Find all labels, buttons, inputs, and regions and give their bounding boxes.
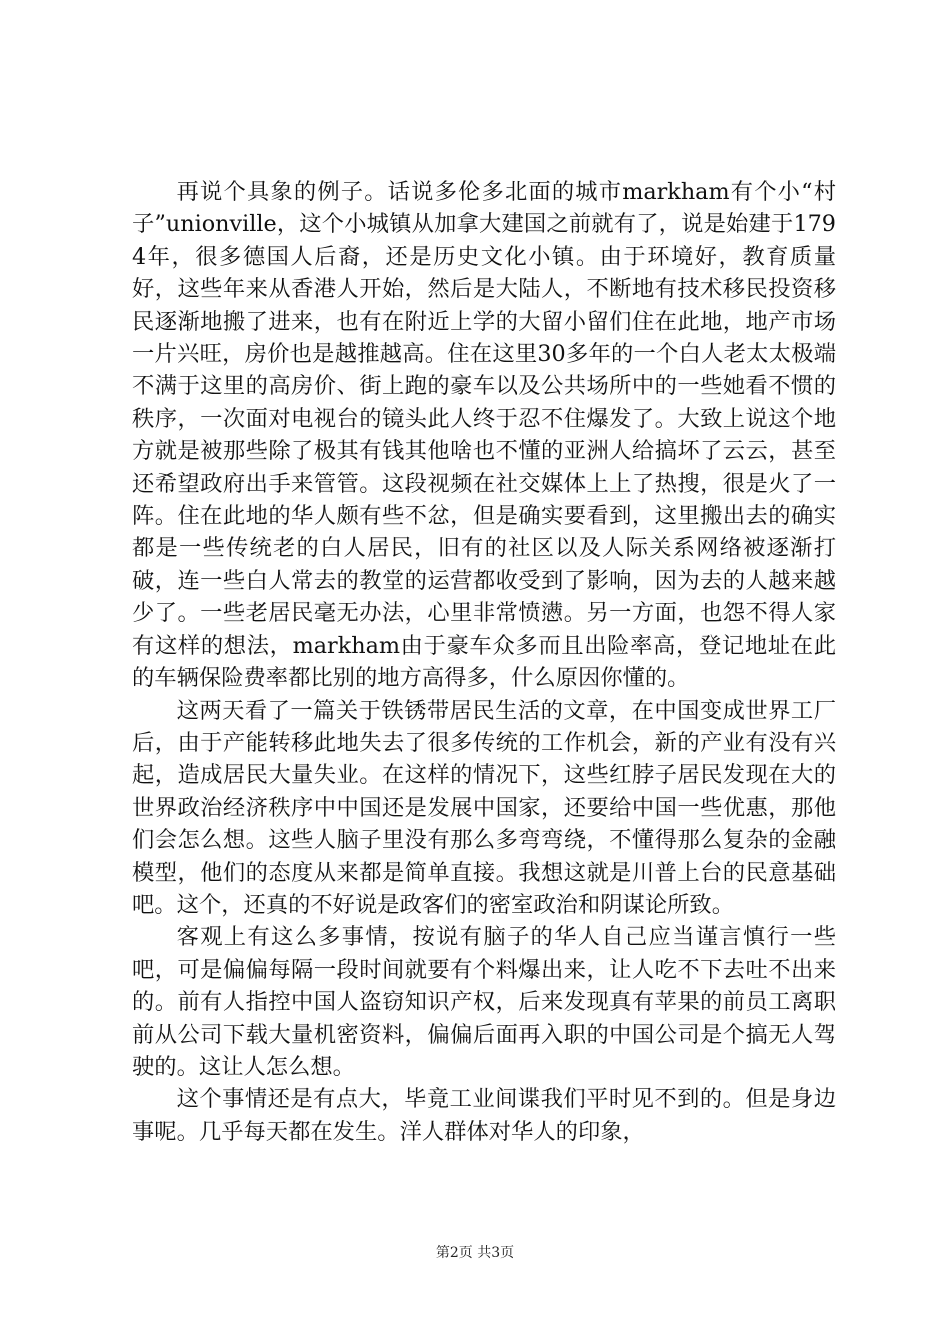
paragraph-4: 这个事情还是有点大，毕竟工业间谍我们平时见不到的。但是身边事呢。几乎每天都在发生。洋人群体对华人的印象， <box>132 1086 836 1145</box>
paragraph-3: 客观上有这么多事情，按说有脑子的华人自己应当谨言慎行一些吧，可是偏偏每隔一段时间就要有个料爆出来，让人吃不下去吐不出来的。前有人指控中国人盗窃知识产权，后来发现真有苹果的前员工离职前从公司下载大量机密资料，偏偏后面再入职的中国公司是个搞无人驾驶的。这让人怎么想。 <box>132 924 836 1080</box>
page-footer <box>0 1243 950 1263</box>
paragraph-2: 这两天看了一篇关于铁锈带居民生活的文章，在中国变成世界工厂后，由于产能转移此地失去了很多传统的工作机会，新的产业有没有兴起，造成居民大量失业。在这样的情况下，这些红脖子居民发现在大的世界政治经济秩序中中国还是发展中国家，还要给中国一些优惠，那他们会怎么想。这些人脑子里没有那么多弯弯绕，不懂得那么复杂的金融模型，他们的态度从来都是简单直接。我想这就是川普上台的民意基础吧。这个，还真的不好说是政客们的密室政治和阴谋论所致。 <box>132 697 836 918</box>
page-number-label: 第2页 共3页 <box>435 1245 515 1261</box>
paragraph-1: 再说个具象的例子。话说多伦多北面的城市markham有个小“村子”unionville，这个小城镇从加拿大建国之前就有了，说是始建于1794年，很多德国人后裔，还是历史文化小镇。由于环境好，教育质量好，这些年来从香港人开始，然后是大陆人，不断地有技术移民投资移民逐渐地搬了进来，也有在附近上学的大留小留们住在此地，地产市场一片兴旺，房价也是越推越高。住在这里30多年的一个白人老太太极端不满于这里的高房价、街上跑的豪车以及公共场所中的一些她看不惯的秩序，一次面对电视台的镜头此人终于忍不住爆发了。大致上说这个地方就是被那些除了极其有钱其他啥也不懂的亚洲人给搞坏了云云，甚至还希望政府出手来管管。这段视频在社交媒体上上了热搜，很是火了一阵。住在此地的华人颇有些不忿，但是确实要看到，这里搬出去的确实都是一些传统老的白人居民，旧有的社区以及人际关系网络被逐渐打破，连一些白人常去的教堂的运营都收受到了影响，因为去的人越来越少了。一些老居民毫无办法，心里非常愤懑。另一方面，也怨不得人家有这样的想法，markham由于豪车众多而且出险率高，登记地址在此的车辆保险费率都比别的地方高得多，什么原因你懂的。 <box>132 179 836 692</box>
article-body <box>132 176 836 1148</box>
